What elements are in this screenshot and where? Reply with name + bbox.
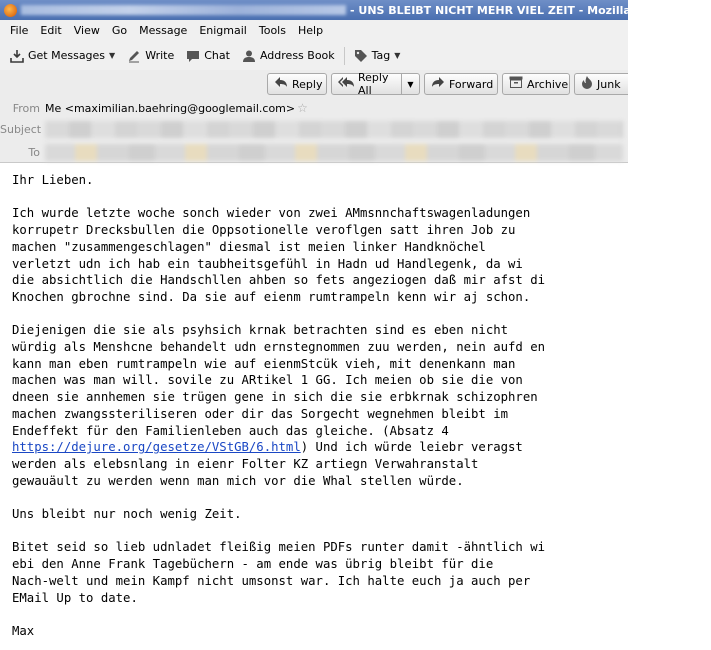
message-actions: [267, 73, 628, 95]
signature: Max: [12, 623, 35, 638]
menu-go[interactable]: Go: [111, 24, 128, 37]
address-book-button[interactable]: [236, 45, 341, 67]
message-body: [12, 172, 624, 640]
archive-box-icon: [509, 76, 523, 92]
main-toolbar: [0, 41, 628, 71]
tag-button[interactable]: [348, 45, 407, 67]
menu-edit[interactable]: Edit: [40, 24, 62, 37]
write-button[interactable]: [121, 45, 180, 67]
forward-button[interactable]: [424, 73, 498, 95]
reply-all-button[interactable]: [331, 73, 402, 95]
get-messages-button[interactable]: [0, 45, 121, 67]
chat-label: Chat: [204, 49, 230, 62]
title-redacted-region: [21, 5, 346, 15]
menu-file[interactable]: File: [10, 24, 29, 37]
greeting-paragraph: Ihr Lieben.: [12, 173, 94, 187]
reply-button[interactable]: [267, 73, 327, 95]
chevron-down-icon: ▼: [407, 79, 414, 89]
junk-label: Junk: [597, 77, 621, 91]
reply-all-label: Reply All: [358, 71, 389, 97]
reply-all-arrow-icon: [338, 76, 354, 92]
forward-label: Forward: [449, 77, 494, 91]
to-redacted-region: [45, 144, 623, 161]
subject-redacted-region: [45, 121, 623, 138]
window-title-bar: [0, 0, 711, 20]
chevron-down-icon[interactable]: ▼: [394, 51, 401, 60]
menu-view[interactable]: View: [73, 24, 100, 37]
menu-enigmail[interactable]: Enigmail: [199, 24, 247, 37]
thunderbird-logo-icon: [4, 4, 17, 17]
tag-label: Tag: [371, 49, 391, 62]
window-title: - UNS BLEIBT NICHT MEHR VIEL ZEIT - Mozilla Thunderbird: [350, 3, 711, 17]
chat-bubble-icon: [186, 49, 200, 63]
get-messages-label: Get Messages: [28, 49, 106, 62]
download-icon: [10, 49, 24, 63]
forward-arrow-icon: [431, 76, 445, 92]
tag-icon: [354, 49, 368, 63]
menu-bar: [0, 20, 628, 41]
archive-button[interactable]: [502, 73, 570, 95]
star-icon[interactable]: ☆: [297, 101, 308, 115]
menu-tools[interactable]: Tools: [258, 24, 286, 37]
body-paragraph-3: Uns bleibt nur noch wenig Zeit.: [12, 507, 242, 522]
menu-help[interactable]: Help: [297, 24, 324, 37]
person-icon: [242, 49, 256, 63]
body-paragraph-2-end: ) Und ich würde leiebr veragst werden als elebsnlang in eienr Folter KZ artiegn Verwahranstalt gewauäult zu werden wenn man mich vor die Whal stellen würde.: [12, 440, 523, 488]
dejure-link[interactable]: https://dejure.org/gesetze/VStGB/6.html: [12, 440, 301, 455]
from-value[interactable]: Me <maximilian.baehring@googlemail.com>: [45, 101, 296, 115]
reply-all-dropdown-button[interactable]: [402, 73, 420, 95]
to-label: To: [28, 145, 40, 159]
body-paragraph-1: Ich wurde letzte woche sonch wieder von zwei AMmsnnchaftswagenladungen korrupetr Drecksbullen die Oppsotionelle veroflgen satt ihren Job zu machen "zusammengeschlagen" diesmal ist meien linker Handknöchel verletzt udn ich hab ein taubheitsgefühl in Hadn ud Handlegenk, da wi die absichtlich die Handschllen ahben so fets angeziogen daß mir afst di Knochen gbrochne sind. Da sie auf eienm rumtrampeln kenn wir aj schon.: [12, 206, 546, 304]
menu-message[interactable]: Message: [139, 24, 188, 37]
from-row: [0, 98, 308, 118]
pencil-icon: [127, 49, 141, 63]
reply-label: Reply: [292, 77, 323, 91]
archive-label: Archive: [527, 77, 569, 91]
subject-label: Subject: [0, 122, 42, 136]
toolbar-separator: [344, 47, 345, 65]
address-book-label: Address Book: [259, 49, 335, 62]
junk-button[interactable]: [574, 73, 628, 95]
body-paragraph-4: Bitet seid so lieb udnladet fleißig meien PDFs runter damit -ähntlich wi ebi den Anne Frank Tagebüchern - am ende was übrig bleibt für die Nach-welt und mein Kampf nicht umsonst war. Ich halte euch ja auch per EMail Up to date.: [12, 540, 546, 605]
subject-row: [0, 119, 628, 139]
body-paragraph-2: Diejenigen die sie als psyhsich krnak betrachten sind es eben nicht würdig als Menshcne behandelt udn ernstegnommen zuu werden, nein aufd en kann man eben rumtrampeln wie auf eienmStcük vieh, mit denenkann man machen was man will. sovile zu ARtikel 1 GG. Ich meien ob sie die von dneen sie annhemen sie trügen gene in sich die sie erbkrnak schizophren machen zwangssteriliseren oder dir das Sorgecht wegnehmen bleibt im Endeffekt für den Familienleben auch das gleiche. (Absatz 4: [12, 323, 546, 438]
write-label: Write: [145, 49, 175, 62]
chat-button[interactable]: [180, 45, 236, 67]
reply-arrow-icon: [274, 76, 288, 92]
message-header: [0, 70, 628, 163]
junk-flame-icon: [581, 76, 593, 93]
chevron-down-icon[interactable]: ▼: [109, 51, 116, 60]
to-row: [0, 142, 628, 162]
from-label: From: [12, 101, 40, 115]
